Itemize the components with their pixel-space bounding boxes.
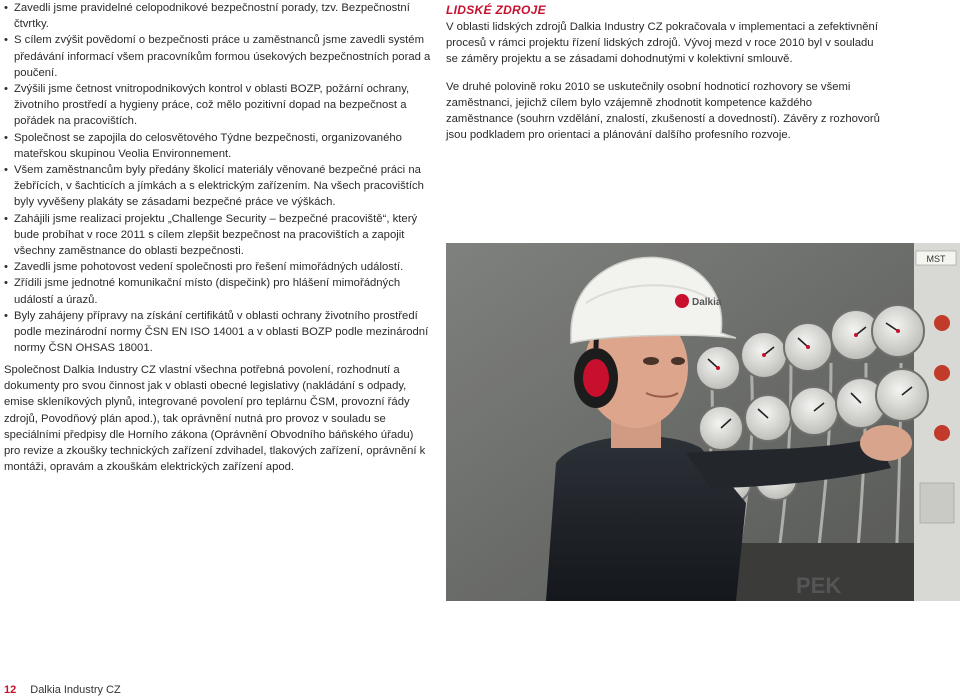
list-item: • Společnost se zapojila do celosvětového Týdne bezpečnosti, organizovaného mateřskou skupinou Veolia Environnement. — [4, 130, 432, 162]
list-item: • Byly zahájeny přípravy na získání certifikátů v oblasti ochrany životního prostředí podle mezinárodní normy ČSN EN ISO 14001 a v oblasti BOZP podle mezinárodní normy ČSN OHSAS 18001. — [4, 308, 432, 357]
list-item: • S cílem zvýšit povědomí o bezpečnosti práce u zaměstnanců jsme zavedli systém předávání informací všem pracovníkům formou úsekových bezpečnostních porad a poučení. — [4, 32, 432, 81]
footer-title: Dalkia Industry CZ — [30, 684, 121, 696]
list-item: • Zavedli jsme pravidelné celopodnikové bezpečnostní porady, tzv. Bezpečnostní čtvrtky. — [4, 0, 432, 32]
permits-paragraph: Společnost Dalkia Industry CZ vlastní všechna potřebná povolení, rozhodnutí a dokumenty pro svou činnost jak v oblasti obecné legislativy (nakládání s odpady, emise skleníkových plynů, integrované povolení pro teplárnu ČSM, provozní řády zdrojů, Povodňový plán apod.), tak oprávnění nutná pro provoz v souladu se speciálními předpisy dle Horního zákona (Oprávnění Obvodního báňského úřadu) pro revize a zkoušky technických zařízení zdvihadel, tlakových zařízení, oprávnění k montáži, opravám a zkouškám elektrických zařízení apod. — [4, 364, 426, 474]
safety-measures-list — [4, 0, 432, 356]
list-item: • Zřídili jsme jednotné komunikační místo (dispečink) pro hlášení mimořádných událostí a úrazů. — [4, 275, 432, 307]
list-item: • Zahájili jsme realizaci projektu „Challenge Security – bezpečné pracoviště“, který bude probíhat v roce 2011 s cílem zlepšit bezpečnost na pracovištích a zapojit všechny zaměstnance do oblasti bezpečnosti. — [4, 211, 432, 260]
list-item: • Zvýšili jsme četnost vnitropodnikových kontrol v oblasti BOZP, požární ochrany, životního prostředí a hygieny práce, což mělo pozitivní dopad na bezpečnost a pořádek na pracovištích. — [4, 81, 432, 130]
page-number: 12 — [4, 684, 17, 696]
worker-photo-illustration — [446, 243, 960, 601]
helmet-logo-text: Dalkia — [692, 297, 722, 308]
cabinet-sign: PEK — [796, 573, 842, 598]
list-item: • Zavedli jsme pohotovost vedení společnosti pro řešení mimořádných událostí. — [4, 259, 432, 275]
hr-paragraph-2: Ve druhé polovině roku 2010 se uskutečnily osobní hodnoticí rozhovory se všemi zaměstnanci, jejichž cílem bylo vzájemně zhodnotit kompetence každého zaměstnance (souhrn vzdělání, znalostí, zkušeností a dovedností). Závěry z rozhovorů jsou podkladem pro orientaci a plánování dalšího profesního rozvoje. — [446, 80, 880, 142]
hr-paragraph-1: V oblasti lidských zdrojů Dalkia Industry CZ pokračovala v implementaci a zefektivnění procesů v rámci projektu řízení lidských zdrojů. Vývoj mezd v roce 2010 byl v souladu se záměry projektu a se zásadami dohodnutými v kolektivní smlouvě. — [446, 21, 878, 66]
left-column — [4, 0, 432, 356]
section-heading: LIDSKÉ ZDROJE — [446, 3, 546, 17]
right-column — [446, 0, 880, 154]
page-footer — [4, 684, 121, 696]
list-item: • Všem zaměstnancům byly předány školicí materiály věnované bezpečné práci na žebřících, v šachticích a jímkách a s elektrickým zařízením. Na všech pracovištích byly vyvěšeny plakáty se zásadami bezpečné práce ve výškách. — [4, 162, 432, 211]
cabinet-label: MST — [926, 254, 946, 264]
worker-photo — [446, 243, 960, 601]
